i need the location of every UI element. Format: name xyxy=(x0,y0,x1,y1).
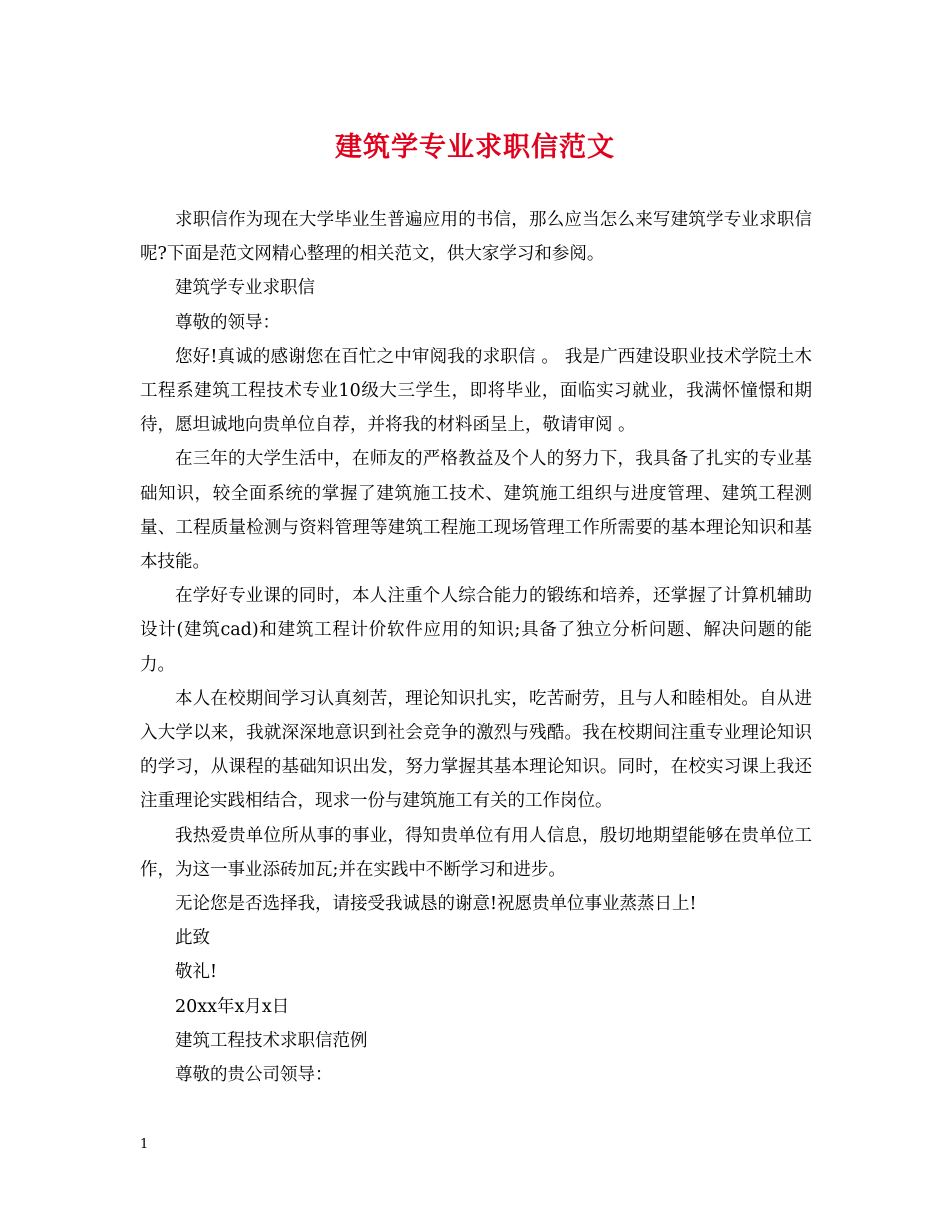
paragraph-closing-2: 敬礼! xyxy=(175,962,218,983)
paragraph-closing-1: 此致 xyxy=(175,928,210,949)
paragraph-heading-example: 建筑工程技术求职信范例 xyxy=(175,1030,368,1051)
paragraph-salutation: 尊敬的领导： xyxy=(175,312,280,333)
paragraph-intro: 求职信作为现在大学毕业生普遍应用的书信，那么应当怎么来写建筑学专业求职信呢?下面是范文网精心整理的相关范文，供大家学习和参阅。 xyxy=(140,210,812,265)
paragraph-salutation-2: 尊敬的贵公司领导： xyxy=(175,1065,333,1086)
paragraph-heading-letter: 建筑学专业求职信 xyxy=(175,278,315,299)
paragraph-date: 20xx年x月x日 xyxy=(175,996,290,1017)
document-body xyxy=(140,203,812,1092)
paragraph-knowledge: 在三年的大学生活中，在师友的严格教益及个人的努力下，我具备了扎实的专业基础知识，较全面系统的掌握了建筑施工技术、建筑施工组织与进度管理、建筑工程测量、工程质量检测与资料管理等建筑工程施工现场管理工作所需要的基本理论知识和基本技能。 xyxy=(140,449,812,573)
paragraph-aspiration: 我热爱贵单位所从事的事业，得知贵单位有用人信息，殷切地期望能够在贵单位工作，为这一事业添砖加瓦;并在实践中不断学习和进步。 xyxy=(140,825,812,880)
paragraph-thanks: 无论您是否选择我，请接受我诚恳的谢意!祝愿贵单位事业蒸蒸日上! xyxy=(175,894,697,915)
document-title: 建筑学专业求职信范文 xyxy=(335,132,615,163)
paragraph-skills: 在学好专业课的同时，本人注重个人综合能力的锻练和培养，还掌握了计算机辅助设计(建筑cad)和建筑工程计价软件应用的知识;具备了独立分析问题、解决问题的能力。 xyxy=(140,586,812,675)
paragraph-study: 本人在校期间学习认真刻苦，理论知识扎实，吃苦耐劳，且与人和睦相处。自从进入大学以来，我就深深地意识到社会竞争的激烈与残酷。我在校期间注重专业理论知识的学习，从课程的基础知识出发，努力掌握其基本理论知识。同时，在校实习课上我还注重理论实践相结合，现求一份与建筑施工有关的工作岗位。 xyxy=(140,688,812,812)
page-number: 1 xyxy=(140,1137,149,1152)
paragraph-greeting: 您好!真诚的感谢您在百忙之中审阅我的求职信 。 我是广西建设职业技术学院土木工程系建筑工程技术专业10级大三学生，即将毕业，面临实习就业，我满怀憧憬和期待，愿坦诚地向贵单位自荐，并将我的材料函呈上，敬请审阅 。 xyxy=(140,346,812,436)
